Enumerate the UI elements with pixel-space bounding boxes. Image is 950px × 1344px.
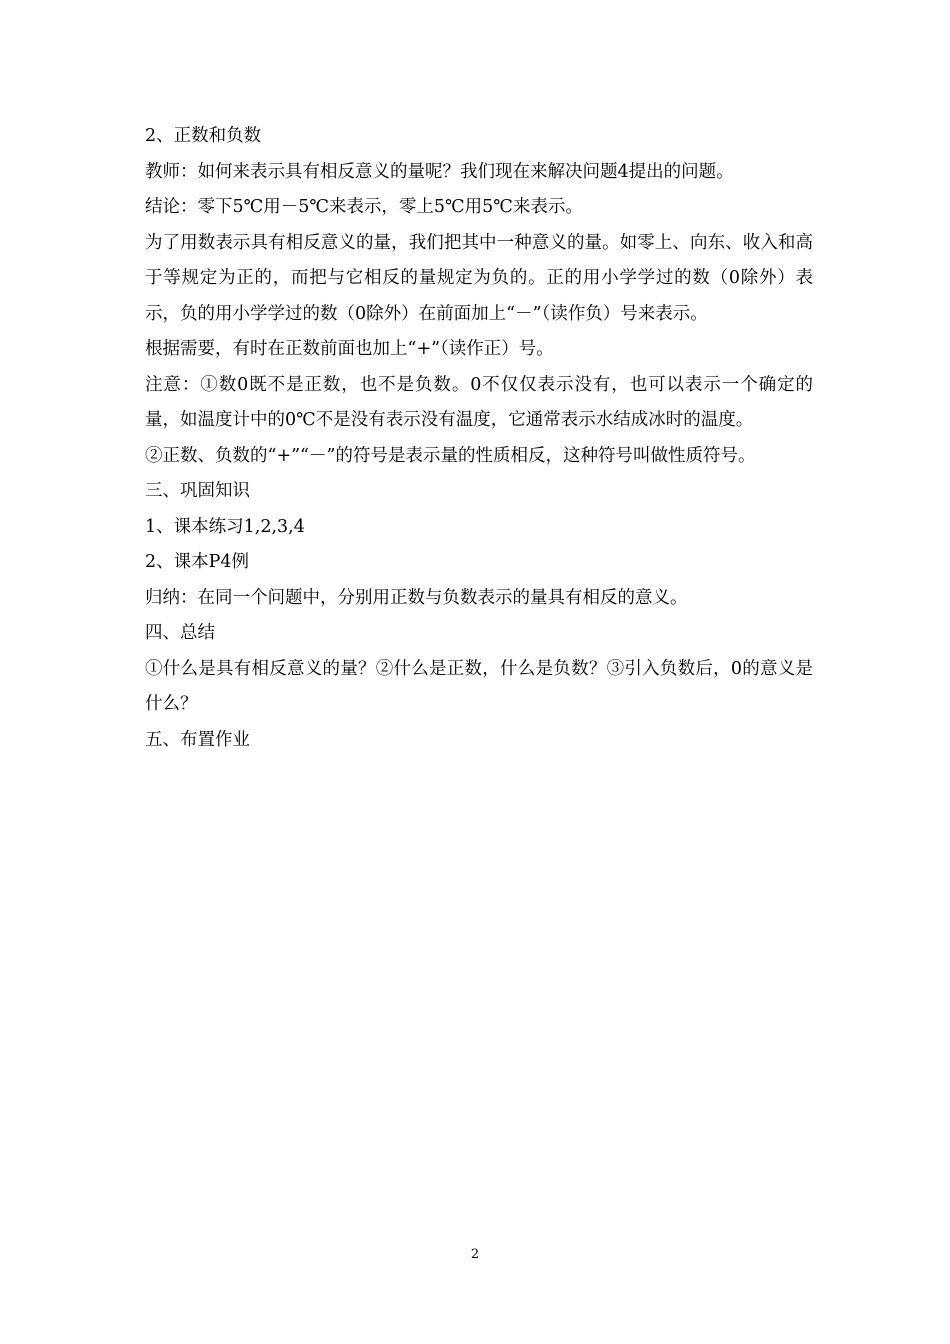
definition-paragraph: 为了用数表示具有相反意义的量，我们把其中一种意义的量。如零上、向东、收入和高于等规定为正的，而把与它相反的量规定为负的。正的用小学学过的数（0除外）表示，负的用小学学过的数（0除外）在前面加上“－”（读作负）号来表示。: [145, 232, 813, 324]
plus-sign-paragraph: 根据需要，有时在正数前面也加上“+”（读作正）号。: [145, 339, 554, 359]
note-sign-paragraph: ②正数、负数的“+”“－”的符号是表示量的性质相反，这种符号叫做性质符号。: [145, 445, 756, 466]
section-heading-homework: 五、布置作业: [145, 729, 250, 750]
exercise-item-2: 2、课本P4例: [145, 552, 250, 572]
section-heading-summary: 四、总结: [145, 623, 215, 643]
document-body: [145, 119, 813, 758]
conclusion-paragraph: 结论：零下5℃用－5℃来表示，零上5℃用5℃来表示。: [145, 197, 583, 217]
note-zero-paragraph: 注意：①数0既不是正数，也不是负数。0不仅仅表示没有，也可以表示一个确定的量，如温度计中的0℃不是没有表示没有温度，它通常表示水结成冰时的温度。: [145, 374, 813, 430]
exercise-item-1: 1、课本练习1,2,3,4: [145, 516, 305, 537]
page-number: 2: [470, 1247, 480, 1262]
section-heading-consolidate: 三、巩固知识: [145, 481, 250, 501]
teacher-question-paragraph: 教师：如何来表示具有相反意义的量呢？我们现在来解决问题4提出的问题。: [145, 161, 734, 182]
summary-questions-paragraph: ①什么是具有相反意义的量？②什么是正数，什么是负数？③引入负数后，0的意义是什么？: [145, 658, 813, 714]
summary-induction-paragraph: 归纳：在同一个问题中，分别用正数与负数表示的量具有相反的意义。: [145, 587, 688, 608]
section-heading-positive-negative: 2、正数和负数: [145, 126, 262, 146]
